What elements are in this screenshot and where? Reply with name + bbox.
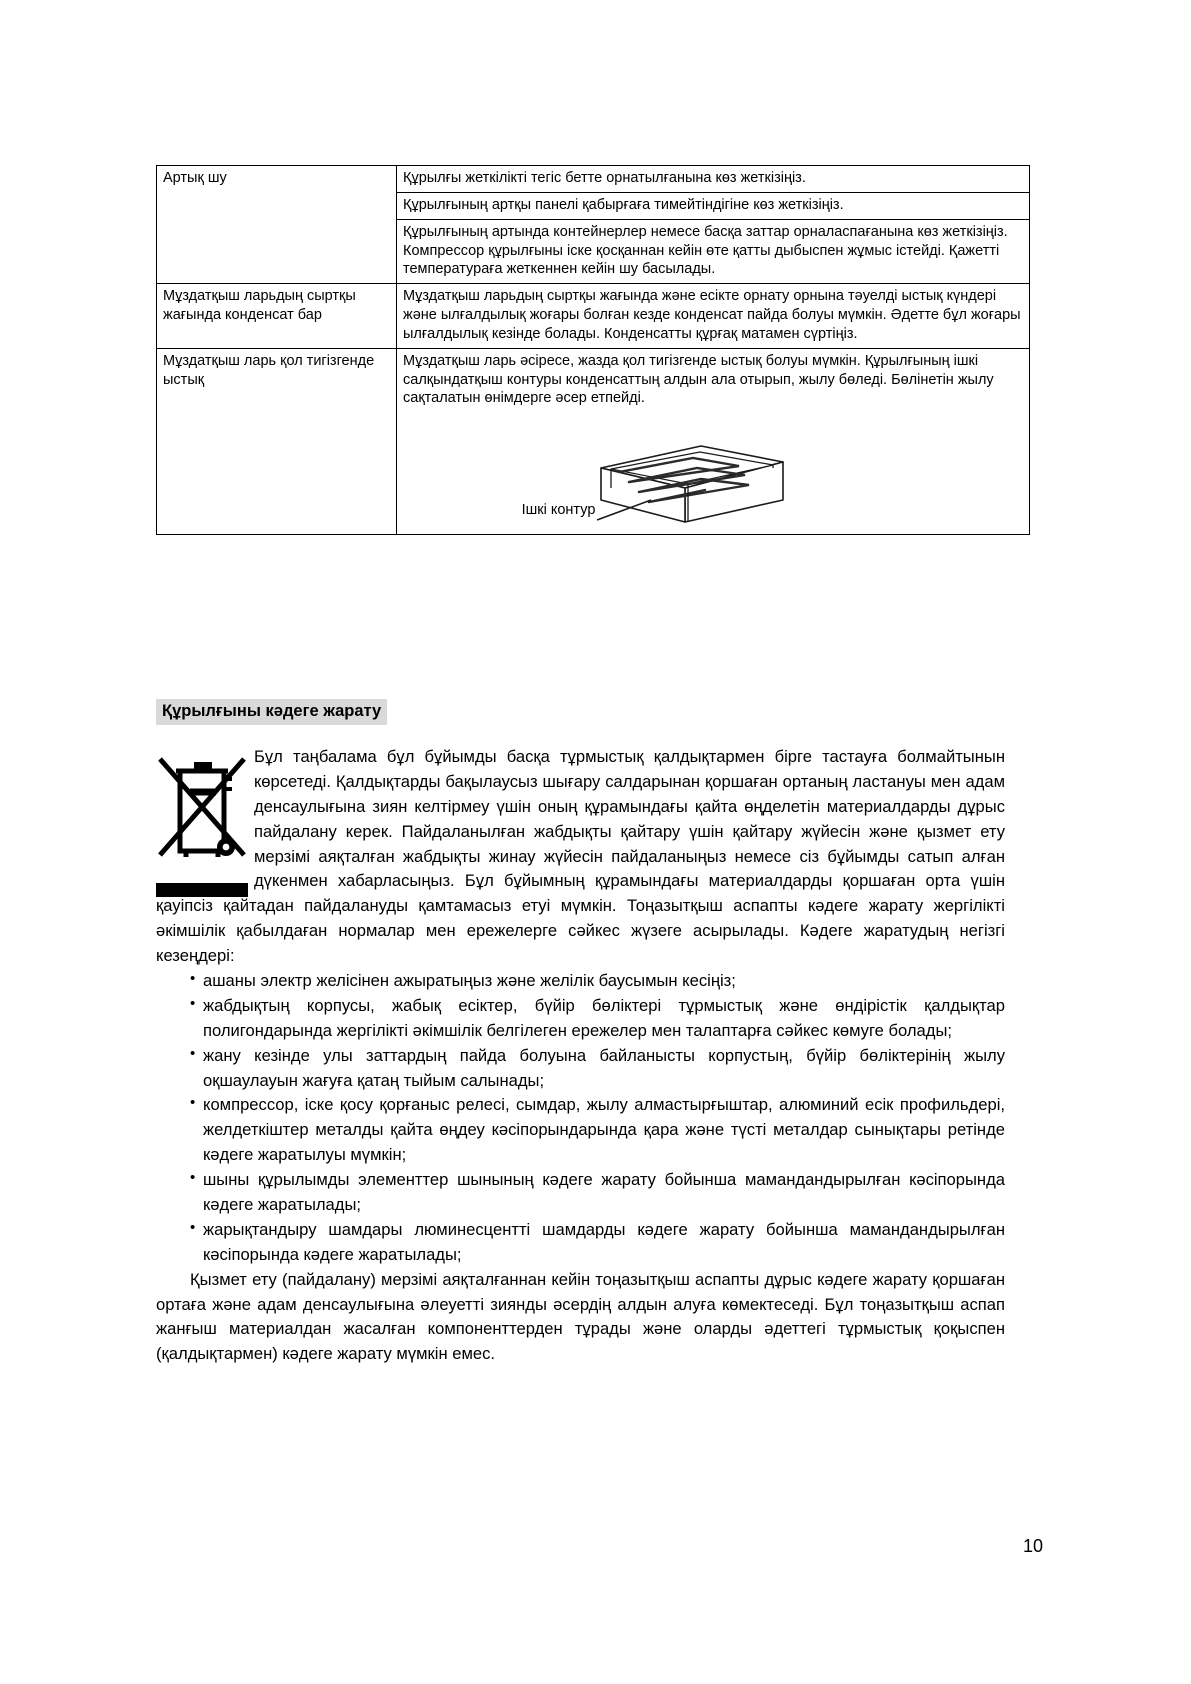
list-item-text: ашаны электр желісінен ажыратыңыз және желілік баусымын кесіңіз;	[203, 971, 736, 991]
table-row	[157, 348, 1030, 535]
list-item-text: компрессор, іске қосу қорғаныс релесі, сымдар, жылу алмастырғыштар, алюминий есік профильдері, желдеткіштер металды қайта өңдеу кәсіпорындарында қара және түсті металдар сынықтары ретінде кәдеге жаратылуы мүмкін;	[203, 1095, 1005, 1165]
list-item-text: шыны құрылымды элементтер шынының кәдеге жарату бойынша мамандандырылған кәсіпорында кәдеге жаратылады;	[203, 1170, 1005, 1215]
page-number: 10	[1022, 1536, 1043, 1556]
list-item	[190, 1093, 1005, 1168]
solution-line: Мұздатқыш ларьдың сыртқы жағында және есікте орнату орнына тәуелді ыстық күндері және ылғалдылық жоғары болған кезде конденсат пайда болуы мүмкін. Әдетте бұл жоғары ылғалдылық кезінде болады. Конденсатты құрғақ матамен сүртіңіз.	[403, 288, 1021, 342]
table-row	[157, 166, 1030, 193]
solution-cell-1a	[397, 166, 1030, 193]
list-item-text: жану кезінде улы заттардың пайда болуына байланысты корпустың, бүйір бөліктерінің жылу оқшаулауын жағуға қатаң тыйым салынады;	[203, 1045, 1005, 1090]
solution-cell-1b	[397, 192, 1030, 219]
freezer-chest-inner-circuit-icon	[589, 442, 785, 524]
solution-cell-3	[397, 348, 1030, 535]
symptom-cell-1	[157, 166, 397, 284]
inner-circuit-illustration	[403, 442, 1024, 524]
solution-line: Мұздатқыш ларь әсіресе, жазда қол тигізгенде ыстық болуы мүмкін. Құрылғының ішкі салқындатқыш контуры конденсаттың алдын ала отырып, жылу бөледі. Бөлінетін жылу сақталатын өнімдерге әсер етпейді.	[403, 352, 994, 407]
list-item	[190, 1044, 1005, 1094]
troubleshooting-table	[156, 165, 1030, 535]
list-item-text: жабдықтың корпусы, жабық есіктер, бүйір бөліктері тұрмыстық және өндірістік қалдықтар полигондарында жергілікті әкімшілік белгілеген ережелер мен талаптарға сәйкес көмуге болады;	[203, 995, 1005, 1040]
crossed-out-wheelie-bin-icon	[156, 747, 248, 873]
disposal-intro-paragraph: Бұл таңбалама бұл бұйымды басқа тұрмыстық қалдықтармен бірге тастауға болмайтынын көрсетеді. Қалдықтарды бақылаусыз шығару салдарынан қоршаған ортаның ластануы мен адам денсаулығына зиян келтірмеу үшін оның құрамындағы қайта өңделетін материалдарды дұрыс пайдалану керек. Пайдаланылған жабдықты қайтару үшін қайтару жүйесін және қызмет ету мерзімі аяқталған жабдықты жинау жүйесін пайдаланыңыз немесе сіз бұйымды сатып алған дүкенмен хабарласыңыз. Бұл бұйымның құрамындағы материалдарды қоршаған орта үшін қауіпсіз қайтадан пайдалануды қамтамасыз етуі мүмкін. Тоңазытқыш аспапты кәдеге жарату жергілікті әкімшілік қабылдаған нормалар мен ережелерге сәйкес жүзеге асырылады. Кәдеге жаратудың негізгі кезеңдері:	[156, 747, 1005, 966]
symptom-cell-3	[157, 348, 397, 535]
solution-line: Құрылғының артында контейнерлер немесе басқа заттар орналаспағанына көз жеткізіңіз.	[403, 223, 1008, 240]
section-heading-disposal: Құрылғыны кәдеге жарату	[156, 699, 387, 725]
symptom-text: Мұздатқыш ларьдың сыртқы жағында конденсат бар	[163, 288, 356, 324]
list-item	[190, 1168, 1005, 1218]
solution-line: Компрессор құрылғыны іске қосқаннан кейін өте қатты дыбыспен жұмыс істейді. Қажетті температураға жеткеннен кейін шу басылады.	[403, 242, 1000, 278]
symptom-text: Мұздатқыш ларь қол тигізгенде ыстық	[163, 352, 375, 388]
troubleshooting-table-wrapper	[156, 165, 1021, 535]
solution-cell-2	[397, 284, 1030, 349]
disposal-closing-paragraph: Қызмет ету (пайдалану) мерзімі аяқталғаннан кейін тоңазытқыш аспапты дұрыс кәдеге жарату қоршаған ортаға және адам денсаулығына әлеуетті зиянды әсердің алдын алуға көмектеседі. Бұл тоңазытқыш аспап жанғыш материалдан жасалған компоненттерден тұрады және оларды әдеттегі тұрмыстық қоқыспен (қалдықтармен) кәдеге жарату мүмкін емес.	[156, 1269, 1005, 1364]
disposal-body	[156, 745, 1005, 1367]
list-item	[190, 1218, 1005, 1268]
table-row	[157, 284, 1030, 349]
list-item	[190, 969, 1005, 994]
list-item-text: жарықтандыру шамдары люминесцентті шамдарды кәдеге жарату бойынша мамандандырылған кәсіпорында кәдеге жаратылады;	[203, 1219, 1005, 1264]
disposal-steps-list	[156, 969, 1005, 1268]
symptom-text: Артық шу	[163, 170, 227, 186]
symptom-cell-2	[157, 284, 397, 349]
solution-line: Құрылғы жеткілікті тегіс бетте орнатылғанына көз жеткізіңіз.	[403, 170, 806, 186]
weee-symbol-block	[156, 747, 248, 892]
solution-line: Құрылғының артқы панелі қабырғаға тимейтіндігіне көз жеткізіңіз.	[403, 196, 844, 213]
solution-cell-1c	[397, 219, 1030, 284]
list-item	[190, 994, 1005, 1044]
illustration-caption: Ішкі контур	[521, 502, 596, 519]
